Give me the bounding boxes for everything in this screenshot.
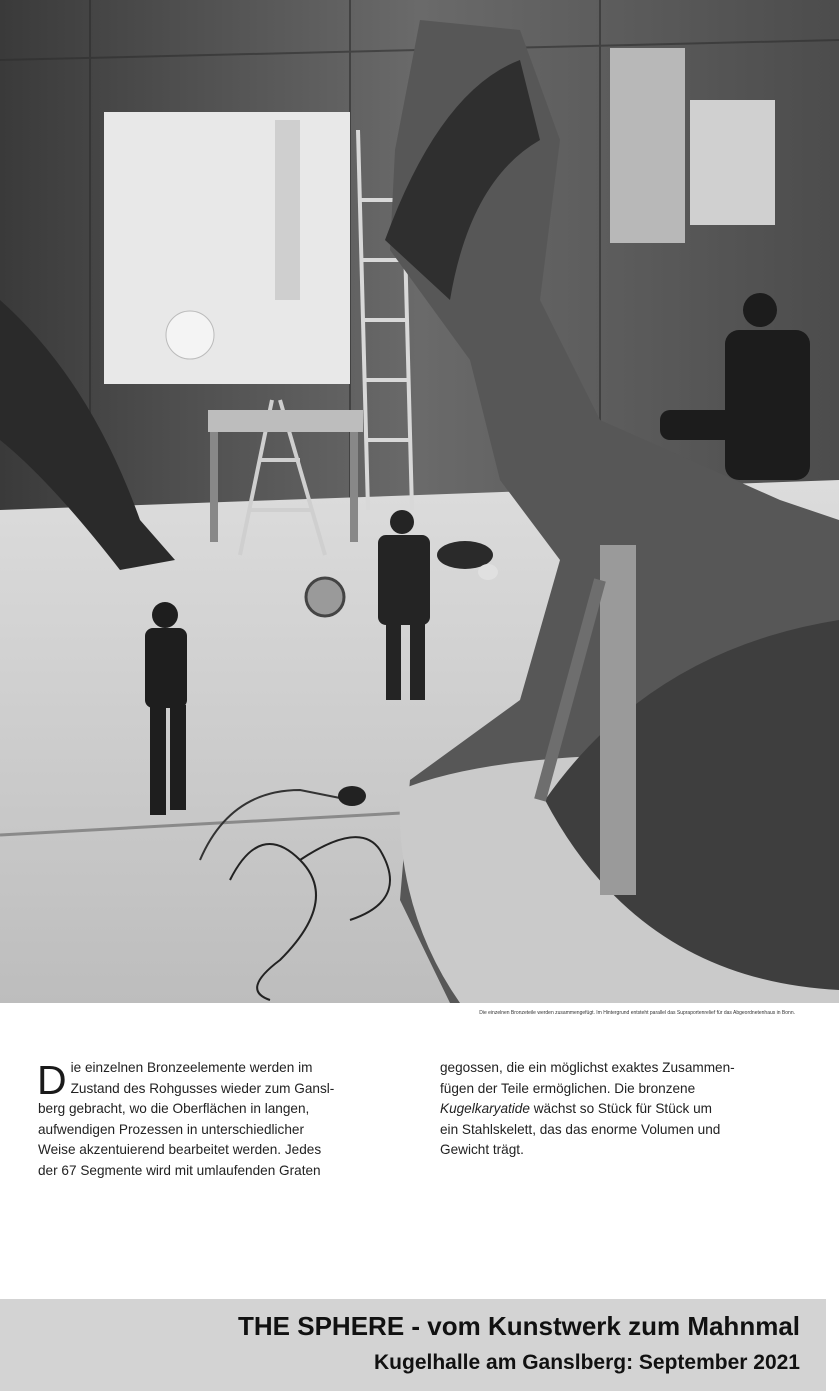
article-line <box>440 1099 805 1120</box>
footer-subtitle: Kugelhalle am Ganslberg: September 2021 <box>374 1351 800 1374</box>
article-line: gegossen, die ein möglichst exaktes Zusammen- <box>440 1060 735 1075</box>
worker-left <box>145 602 187 815</box>
article-line: fügen der Teile ermöglichen. Die bronzene <box>440 1080 696 1096</box>
article-line: der 67 Segmente wird mit umlaufenden Graten <box>38 1162 321 1178</box>
artwork-title: Kugelkaryatide <box>440 1101 530 1116</box>
article-line: ein Stahlskelett, das das enorme Volumen und <box>440 1121 721 1137</box>
article-line: Weise akzentuierend bearbeitet werden. Jedes <box>38 1142 322 1157</box>
article-line-rest: wächst so Stück für Stück um <box>529 1101 713 1116</box>
article-line: ie einzelnen Bronzeelemente werden im <box>70 1060 313 1075</box>
photo-caption: Die einzelnen Bronzeteile werden zusammengefügt. Im Hintergrund entsteht parallel das Supraportenrelief für das Abgeordnetenhaus in Bonn. <box>479 1010 795 1016</box>
support-post <box>600 545 636 895</box>
article-line: berg gebracht, wo die Oberflächen in langen, <box>38 1101 310 1116</box>
relief-panel <box>104 112 350 384</box>
article-column-left <box>38 1058 403 1181</box>
article-text <box>38 1058 798 1188</box>
article-line: Gewicht trägt. <box>440 1142 524 1157</box>
article-line: aufwendigen Prozessen in unterschiedlicher <box>38 1121 304 1137</box>
footer-title: THE SPHERE - vom Kunstwerk zum Mahnmal <box>238 1311 800 1341</box>
article-column-right <box>440 1058 805 1161</box>
article-line: Zustand des Rohgusses wieder zum Gansl- <box>70 1080 335 1096</box>
footer-band <box>0 1299 826 1391</box>
drop-cap: D <box>37 1057 67 1103</box>
